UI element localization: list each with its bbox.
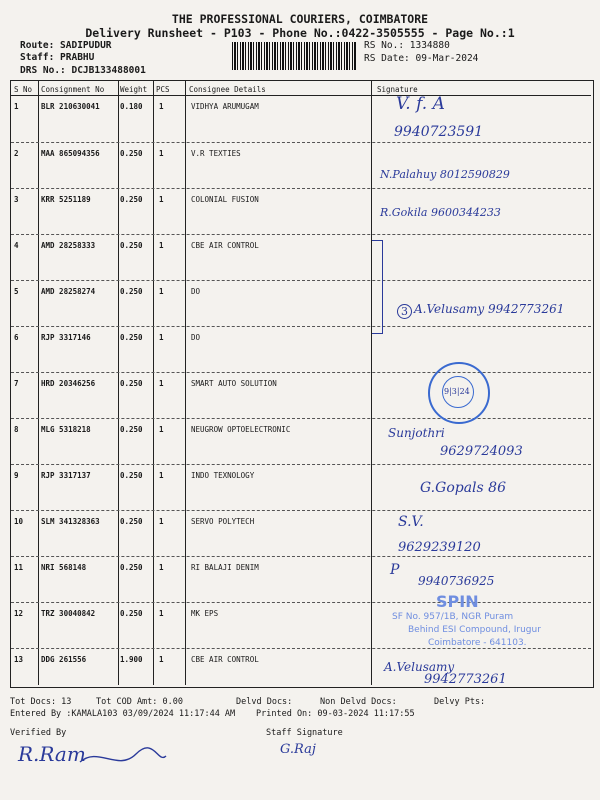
row-pcs: 1 — [159, 379, 164, 388]
row-weight: 0.250 — [120, 333, 143, 342]
delivery-points: Delvy Pts: — [434, 697, 486, 707]
row-pcs: 1 — [159, 471, 164, 480]
row-consignee: SMART AUTO SOLUTION — [191, 379, 277, 388]
row-weight: 0.250 — [120, 471, 143, 480]
bracket-mark — [372, 240, 383, 334]
signature-3: R.Gokila 9600344233 — [380, 206, 501, 219]
verified-by-label: Verified By — [10, 728, 67, 738]
row-pcs: 1 — [159, 333, 164, 342]
signature-11-mark: P — [390, 562, 400, 578]
count-circle: 3 — [397, 304, 412, 319]
signature-2: N.Palahuy 8012590829 — [380, 168, 510, 181]
drs-number: DRS No.: DCJB133488001 — [20, 65, 146, 76]
signature-10-name: S.V. — [398, 514, 424, 530]
rs-date: RS Date: 09-Mar-2024 — [364, 53, 479, 64]
row-sno: 12 — [14, 609, 24, 618]
row-consignee: MK EPS — [191, 609, 219, 618]
signature-13-name: A.Velusamy — [384, 660, 455, 674]
row-sno: 10 — [14, 517, 24, 526]
row-weight: 0.250 — [120, 287, 143, 296]
total-docs: Tot Docs: 13 — [10, 697, 72, 707]
row-weight: 1.900 — [120, 655, 143, 664]
col-consignment: Consignment No — [41, 85, 105, 94]
printed-on: Printed On: 09-03-2024 11:17:55 — [256, 709, 415, 719]
row-consignment: BLR 210630041 — [41, 102, 100, 111]
row-consignee: COLONIAL FUSION — [191, 195, 259, 204]
row-consignee: SERVO POLYTECH — [191, 517, 255, 526]
row-consignee: NEUGROW OPTOELECTRONIC — [191, 425, 291, 434]
non-delivered-docs: Non Delvd Docs: — [320, 697, 397, 707]
signature-6: A.Velusamy 9942773261 — [414, 302, 565, 316]
signature-11-phone: 9940736925 — [418, 574, 495, 588]
row-pcs: 1 — [159, 241, 164, 250]
total-cod-amount: Tot COD Amt: 0.00 — [96, 697, 183, 707]
barcode — [232, 42, 357, 70]
signature-8-name: Sunjothri — [388, 426, 445, 440]
rs-number: RS No.: 1334880 — [364, 40, 450, 51]
row-consignment: DDG 261556 — [41, 655, 87, 664]
verified-signature-flourish — [78, 742, 168, 772]
row-consignment: RJP 3317146 — [41, 333, 91, 342]
col-signature: Signature — [377, 85, 418, 94]
row-weight: 0.250 — [120, 609, 143, 618]
col-consignee: Consignee Details — [189, 85, 266, 94]
row-sno: 6 — [14, 333, 19, 342]
row-consignee: DO — [191, 287, 201, 296]
col-weight: Weight — [120, 85, 148, 94]
signature-1-phone: 9940723591 — [394, 124, 484, 140]
delivered-docs: Delvd Docs: — [236, 697, 293, 707]
row-sno: 9 — [14, 471, 19, 480]
company-title: THE PROFESSIONAL COURIERS, COIMBATORE — [171, 12, 429, 26]
signature-7: 9|3|24 — [444, 387, 470, 396]
signature-9: G.Gopals 86 — [420, 480, 506, 496]
row-consignee: CBE AIR CONTROL — [191, 241, 259, 250]
row-consignment: HRD 20346256 — [41, 379, 96, 388]
staff-signature-label: Staff Signature — [266, 728, 343, 738]
row-consignee: V.R TEXTIES — [191, 149, 241, 158]
staff-signature-hand: G.Raj — [280, 742, 316, 757]
row-pcs: 1 — [159, 609, 164, 618]
row-sno: 1 — [14, 102, 19, 111]
row-sno: 11 — [14, 563, 24, 572]
row-pcs: 1 — [159, 149, 164, 158]
row-consignee: INDO TEXNOLOGY — [191, 471, 255, 480]
row-consignment: MAA 865094356 — [41, 149, 100, 158]
row-consignment: NRI 568148 — [41, 563, 87, 572]
row-pcs: 1 — [159, 563, 164, 572]
row-sno: 5 — [14, 287, 19, 296]
row-weight: 0.180 — [120, 102, 143, 111]
row-weight: 0.250 — [120, 425, 143, 434]
row-pcs: 1 — [159, 517, 164, 526]
row-sno: 4 — [14, 241, 19, 250]
row-weight: 0.250 — [120, 241, 143, 250]
col-sno: S No — [14, 85, 33, 94]
row-consignment: RJP 3317137 — [41, 471, 91, 480]
row-sno: 7 — [14, 379, 19, 388]
verified-signature: R.Ram — [18, 742, 86, 766]
row-weight: 0.250 — [120, 149, 143, 158]
col-pcs: PCS — [156, 85, 170, 94]
row-consignment: TRZ 30040842 — [41, 609, 96, 618]
runsheet-title: Delivery Runsheet - P103 - Phone No.:0422-3505555 - Page No.:1 — [85, 26, 515, 40]
row-consignee: RI BALAJI DENIM — [191, 563, 259, 572]
row-weight: 0.250 — [120, 195, 143, 204]
row-consignee: DO — [191, 333, 201, 342]
signature-1-name: V. f. A — [396, 94, 445, 114]
route-label: Route: SADIPUDUR — [20, 40, 112, 51]
row-pcs: 1 — [159, 102, 164, 111]
row-pcs: 1 — [159, 287, 164, 296]
row-weight: 0.250 — [120, 563, 143, 572]
row-weight: 0.250 — [120, 517, 143, 526]
signature-10-phone: 9629239120 — [398, 540, 481, 555]
row-sno: 2 — [14, 149, 19, 158]
signature-8-phone: 9629724093 — [440, 444, 523, 459]
row-consignee: CBE AIR CONTROL — [191, 655, 259, 664]
row-pcs: 1 — [159, 425, 164, 434]
signature-13-phone: 9942773261 — [424, 672, 507, 687]
row-consignment: MLG 5318218 — [41, 425, 91, 434]
row-consignment: KRR 5251189 — [41, 195, 91, 204]
row-weight: 0.250 — [120, 379, 143, 388]
header-rule — [11, 95, 591, 96]
row-sno: 8 — [14, 425, 19, 434]
staff-label: Staff: PRABHU — [20, 52, 95, 63]
row-consignment: AMD 28258274 — [41, 287, 96, 296]
stamp-address-2: Behind ESI Compound, Irugur — [408, 625, 541, 635]
row-sno: 3 — [14, 195, 19, 204]
stamp-address-3: Coimbatore - 641103. — [428, 638, 527, 648]
spin-stamp-brand: SPIN — [436, 592, 479, 611]
row-pcs: 1 — [159, 195, 164, 204]
row-pcs: 1 — [159, 655, 164, 664]
stamp-address-1: SF No. 957/1B, NGR Puram — [392, 612, 514, 622]
row-consignee: VIDHYA ARUMUGAM — [191, 102, 259, 111]
entered-by: Entered By :KAMALA103 03/09/2024 11:17:44 AM — [10, 709, 236, 719]
row-sno: 13 — [14, 655, 24, 664]
row-consignment: AMD 28258333 — [41, 241, 96, 250]
row-consignment: SLM 341328363 — [41, 517, 100, 526]
